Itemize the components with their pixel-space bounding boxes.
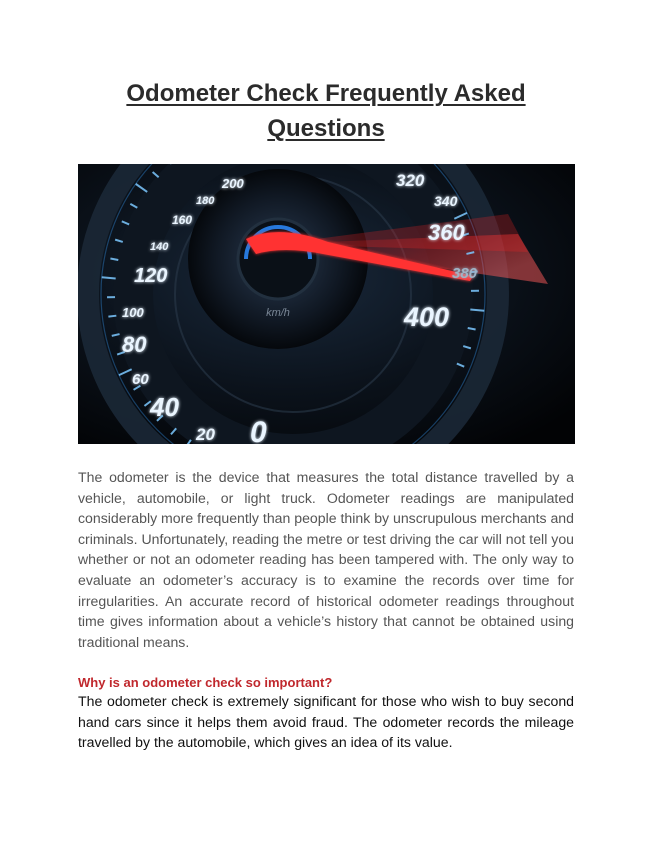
- tick-label: 340: [434, 193, 458, 209]
- tick-label: 320: [396, 171, 425, 190]
- tick-label: 0: [250, 416, 267, 444]
- section-paragraph: The odometer check is extremely significant for those who wish to buy second hand cars since it helps them avoid fraud. The odometer records the mileage travelled by the automobile, which gives an idea of its value.: [78, 693, 574, 751]
- dial-tick-mark: [470, 310, 484, 311]
- speedometer-image: [78, 164, 575, 444]
- tick-label: 180: [196, 195, 215, 207]
- tick-label: 100: [122, 305, 144, 320]
- tick-label: 20: [196, 425, 215, 444]
- section-heading: Why is an odometer check so important?: [78, 675, 333, 690]
- tick-label: 60: [132, 371, 149, 388]
- tick-label: 360: [428, 220, 465, 245]
- tick-label: 40: [150, 392, 179, 422]
- gauge-unit-label: km/h: [266, 307, 290, 319]
- intro-paragraph: The odometer is the device that measures the total distance travelled by a vehicle, automobile, or light truck. Odometer readings are manipulated considerably more frequently than people think by unscrupulous merchants and criminals. Unfortunately, reading the metre or test driving the car will not tell you whether or not an odometer reading has been tampered with. The only way to evaluate an odometer’s accuracy is to examine the records over time for irregularities. An accurate record of historical odometer readings throughout time gives information about a vehicle’s history that cannot be obtained using traditional means.: [78, 469, 574, 650]
- page-title: Odometer Check Frequently Asked Questions: [126, 80, 526, 142]
- tick-label: 380: [452, 265, 478, 282]
- tick-label: 80: [122, 332, 147, 357]
- tick-label: 140: [150, 241, 169, 253]
- tick-label: 160: [172, 213, 193, 227]
- tick-label: 120: [134, 265, 168, 287]
- tick-label: 200: [222, 176, 244, 191]
- speedometer-dial-image: [78, 164, 575, 444]
- tick-label: 400: [404, 302, 450, 332]
- dial-tick-mark: [102, 277, 116, 278]
- dial-tick-mark: [108, 316, 116, 317]
